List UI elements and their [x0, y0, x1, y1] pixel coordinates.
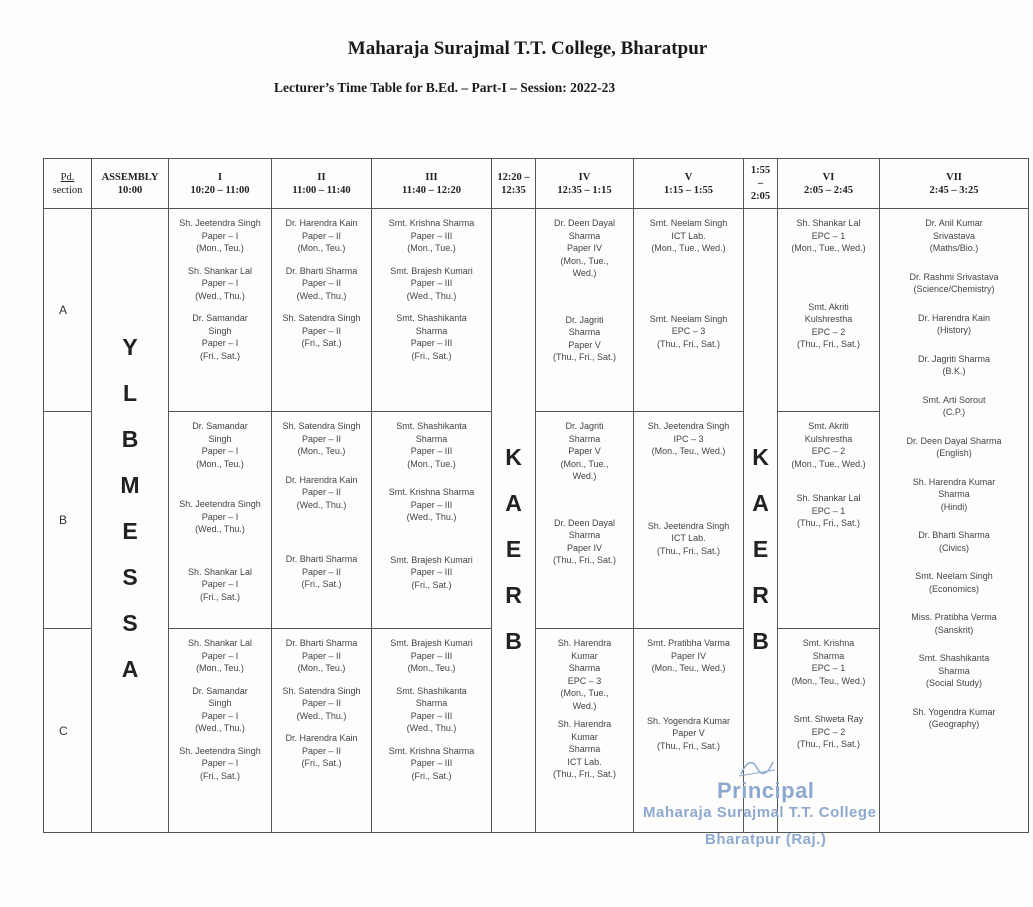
lecture-entry: Smt. Krishna Sharma Paper – III (Wed., Thu.) — [388, 487, 475, 522]
assembly-letter: L — [122, 380, 138, 406]
lecture-entry: Smt. Brajesh Kumari Paper – III (Mon., Teu.) — [390, 638, 473, 673]
lecture-entry: Dr. Deen Dayal Sharma Paper IV (Thu., Fri., Sat.) — [552, 517, 616, 565]
slot-b-p6 — [778, 412, 880, 629]
lecture-entry: Sh. Shankar Lal Paper – I (Mon., Teu.) — [187, 638, 253, 673]
header-period-6: VI 2:05 – 2:45 — [778, 159, 880, 209]
break-column-2 — [744, 209, 778, 833]
lecture-entry: Smt. Krishna Sharma Paper – III (Mon., Tue.) — [388, 218, 475, 253]
break-letter: R — [505, 582, 522, 608]
header-break-2: 1:55 – 2:05 — [744, 159, 778, 209]
lecture-entry: Sh. Satendra Singh Paper – II (Fri., Sat.) — [282, 313, 361, 348]
lecture-entry: Smt. Shashikanta Sharma Paper – III (Wed., Thu.) — [396, 685, 467, 733]
lecture-entry: Smt. Shashikanta Sharma Paper – III (Fri., Sat.) — [396, 313, 467, 361]
slot-b-p1 — [169, 412, 272, 629]
header-break-1: 12:20 – 12:35 — [492, 159, 536, 209]
lecture-entry: Sh. Jeetendra Singh Paper – I (Fri., Sat.) — [179, 745, 261, 781]
header-period-2: II 11:00 – 11:40 — [272, 159, 372, 209]
assembly-letter: A — [121, 656, 139, 682]
slot-b-p4 — [536, 412, 634, 629]
break-letter: A — [752, 490, 769, 516]
lecture-entry: Dr. Harendra Kain Paper – II (Mon., Teu.) — [285, 218, 358, 253]
lecture-entry: Sh. Shankar Lal Paper – I (Wed., Thu.) — [187, 265, 253, 301]
header-assembly: ASSEMBLY 10:00 — [92, 159, 169, 209]
assembly-letter: E — [122, 518, 138, 544]
slot-b-p2 — [272, 412, 372, 629]
lecture-entry: Smt. Brajesh Kumari Paper – III (Fri., Sat.) — [390, 554, 473, 590]
lecture-entry: Sh. Shankar Lal EPC – 1 (Thu., Fri., Sat.) — [796, 493, 861, 528]
lecture-entry: Dr. Bharti Sharma Paper – II (Mon., Teu.) — [285, 638, 358, 673]
break-letter: B — [752, 628, 769, 654]
header-period-1: I 10:20 – 11:00 — [169, 159, 272, 209]
break-letter: A — [505, 490, 522, 516]
subject-teacher: Sh. Yogendra Kumar (Geography) — [912, 706, 996, 729]
break-letter: E — [505, 536, 522, 562]
slot-c-p4 — [536, 629, 634, 833]
slot-a-p6 — [778, 209, 880, 412]
slot-a-p3 — [372, 209, 492, 412]
lecture-entry: Smt. Shweta Ray EPC – 2 (Thu., Fri., Sat.) — [793, 714, 864, 749]
assembly-letter: S — [122, 610, 138, 636]
slot-a-p4 — [536, 209, 634, 412]
subject-teacher: Dr. Anil Kumar Srivastava (Maths/Bio.) — [925, 218, 983, 253]
lecture-entry: Smt. Akriti Kulshrestha EPC – 2 (Thu., Fri., Sat.) — [796, 301, 860, 349]
lecture-entry: Sh. Yogendra Kumar Paper V (Thu., Fri., Sat.) — [646, 715, 731, 751]
section-label-a: A — [44, 209, 92, 412]
lecture-entry: Sh. Shankar Lal Paper – I (Fri., Sat.) — [187, 566, 253, 602]
lecture-entry: Sh. Harendra Kumar Sharma ICT Lab. (Thu., Fri., Sat.) — [552, 719, 616, 779]
section-label-c: C — [44, 629, 92, 833]
timetable — [43, 158, 1029, 833]
assembly-letter: B — [121, 426, 139, 452]
lecture-entry: Sh. Jeetendra Singh ICT Lab. (Thu., Fri., Sat.) — [647, 520, 730, 556]
lecture-entry: Smt. Neelam Singh ICT Lab. (Mon., Tue., Wed.) — [649, 218, 728, 253]
slot-a-p1 — [169, 209, 272, 412]
assembly-column — [92, 209, 169, 833]
slot-c-p1 — [169, 629, 272, 833]
subject-teacher: Dr. Harendra Kain (History) — [917, 312, 991, 335]
lecture-entry: Smt. Pratibha Varma Paper IV (Mon., Teu., Wed.) — [647, 638, 730, 673]
subject-teacher: Smt. Shashikanta Sharma (Social Study) — [918, 653, 990, 688]
subject-teacher: Dr. Bharti Sharma (Civics) — [918, 530, 990, 553]
lecture-entry: Sh. Jeetendra Singh IPC – 3 (Mon., Teu., Wed.) — [647, 421, 730, 456]
slot-a-p2 — [272, 209, 372, 412]
lecture-entry: Smt. Neelam Singh EPC – 3 (Thu., Fri., Sat.) — [649, 313, 728, 349]
break-letter: K — [752, 444, 769, 470]
lecture-entry: Dr. Samandar Singh Paper – I (Mon., Teu.) — [192, 421, 248, 469]
lecture-entry: Smt. Akriti Kulshrestha EPC – 2 (Mon., Tue., Wed.) — [791, 421, 866, 469]
document-subtitle: Lecturer’s Time Table for B.Ed. – Part-I – Session: 2022-23 — [274, 80, 616, 95]
college-stamp: Maharaja Surajmal T.T. College — [643, 804, 877, 821]
lecture-entry: Sh. Jeetendra Singh Paper – I (Wed., Thu.) — [179, 499, 261, 534]
lecture-entry: Dr. Bharti Sharma Paper – II (Fri., Sat.) — [285, 554, 358, 589]
break-column-1 — [492, 209, 536, 833]
lecture-entry: Smt. Brajesh Kumari Paper – III (Wed., Thu.) — [390, 265, 473, 301]
subject-teacher: Dr. Rashmi Srivastava (Science/Chemistry) — [909, 271, 999, 294]
header-row — [44, 159, 1029, 209]
lecture-entry: Dr. Harendra Kain Paper – II (Fri., Sat.) — [285, 733, 358, 768]
lecture-entry: Sh. Harendra Kumar Sharma EPC – 3 (Mon., Tue., Wed.) — [557, 638, 612, 711]
section-row-a — [44, 209, 1029, 412]
slot-c-p3 — [372, 629, 492, 833]
document-title: Maharaja Surajmal T.T. College, Bharatpur — [347, 38, 708, 59]
subject-teacher: Smt. Neelam Singh (Economics) — [915, 571, 993, 594]
header-period-4: IV 12:35 – 1:15 — [536, 159, 634, 209]
subject-teachers-column — [880, 209, 1029, 833]
subject-teacher: Dr. Deen Dayal Sharma (English) — [906, 435, 1002, 458]
lecture-entry: Dr. Deen Dayal Sharma Paper IV (Mon., Tue., Wed.) — [553, 218, 616, 278]
lecture-entry: Smt. Krishna Sharma EPC – 1 (Mon., Teu., Wed.) — [791, 638, 866, 686]
slot-b-p3 — [372, 412, 492, 629]
lecture-entry: Smt. Krishna Sharma Paper – III (Fri., Sat.) — [388, 745, 475, 781]
lecture-entry: Dr. Jagriti Sharma Paper V (Mon., Tue., Wed.) — [560, 421, 609, 481]
lecture-entry: Dr. Jagriti Sharma Paper V (Thu., Fri., Sat.) — [552, 314, 616, 362]
header-period-3: III 11:40 – 12:20 — [372, 159, 492, 209]
lecture-entry: Sh. Jeetendra Singh Paper – I (Mon., Teu.) — [179, 218, 261, 253]
assembly-letter: M — [120, 472, 140, 498]
signature-mark — [737, 756, 777, 780]
lecture-entry: Dr. Harendra Kain Paper – II (Wed., Thu.) — [285, 474, 358, 510]
assembly-letter: S — [122, 564, 138, 590]
assembly-letter: Y — [122, 334, 138, 360]
break-letter: B — [505, 628, 522, 654]
subject-teacher: Dr. Jagriti Sharma (B.K.) — [917, 353, 991, 376]
lecture-entry: Sh. Satendra Singh Paper – II (Wed., Thu.) — [282, 685, 361, 721]
slot-b-p5 — [634, 412, 744, 629]
break-letter: R — [752, 582, 769, 608]
lecture-entry: Dr. Samandar Singh Paper – I (Fri., Sat.) — [192, 313, 248, 361]
slot-c-p2 — [272, 629, 372, 833]
lecture-entry: Dr. Samandar Singh Paper – I (Wed., Thu.) — [192, 685, 248, 733]
break-letter: E — [752, 536, 769, 562]
break-letter: K — [505, 444, 522, 470]
lecture-entry: Sh. Satendra Singh Paper – II (Mon., Teu.) — [282, 421, 361, 456]
slot-a-p5 — [634, 209, 744, 412]
subject-teacher: Smt. Arti Sorout (C.P.) — [922, 394, 986, 417]
lecture-entry: Dr. Bharti Sharma Paper – II (Wed., Thu.) — [285, 265, 358, 301]
principal-stamp: Principal — [717, 778, 815, 803]
lecture-entry: Smt. Shashikanta Sharma Paper – III (Mon., Tue.) — [396, 421, 467, 469]
subject-teacher: Sh. Harendra Kumar Sharma (Hindi) — [912, 476, 996, 512]
section-label-b: B — [44, 412, 92, 629]
lecture-entry: Sh. Shankar Lal EPC – 1 (Mon., Tue., Wed.) — [791, 218, 866, 253]
header-pd-section: Pd. section — [44, 159, 92, 209]
subject-teacher: Miss. Pratibha Verma (Sanskrit) — [911, 612, 997, 635]
header-period-7: VII 2:45 – 3:25 — [880, 159, 1029, 209]
location-stamp: Bharatpur (Raj.) — [705, 831, 827, 848]
header-period-5: V 1:15 – 1:55 — [634, 159, 744, 209]
